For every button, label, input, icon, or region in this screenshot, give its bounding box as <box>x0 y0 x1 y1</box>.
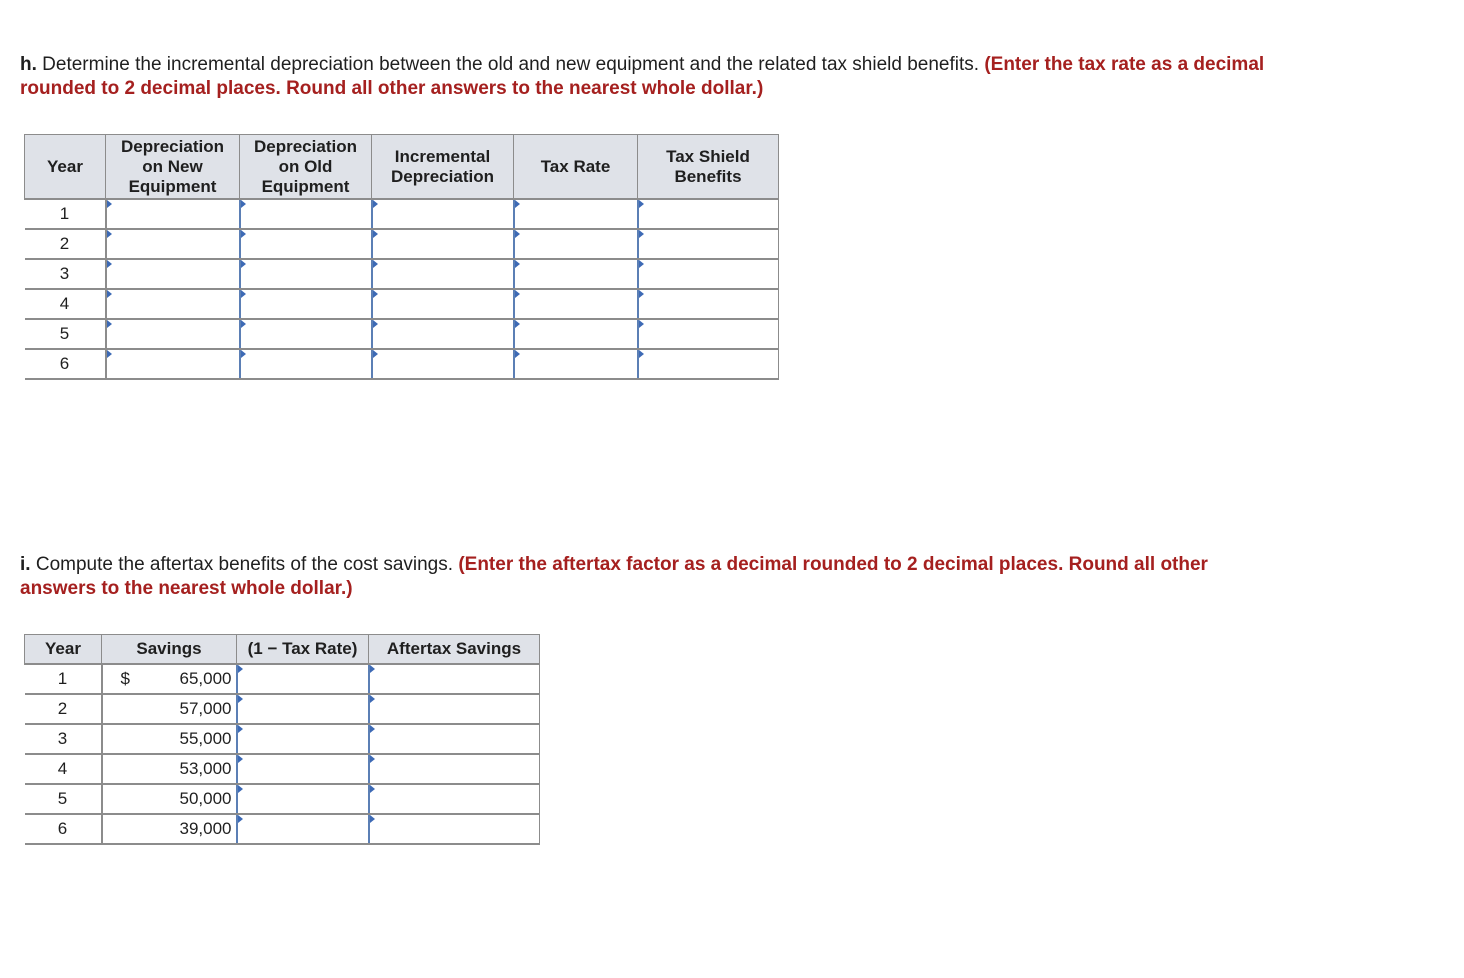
header-one-minus-tax-rate: (1 − Tax Rate) <box>237 635 369 665</box>
part-h-letter: h. <box>20 54 37 75</box>
depreciation-old-input[interactable] <box>241 319 375 349</box>
year-cell: 4 <box>25 754 102 784</box>
depreciation-table <box>24 134 779 380</box>
tax-shield-benefits-cell <box>638 349 779 379</box>
incremental-depreciation-cell <box>372 349 514 379</box>
depreciation-new-cell <box>106 199 240 229</box>
table-row <box>25 724 540 754</box>
tax-shield-benefits-cell <box>638 229 779 259</box>
header-year: Year <box>25 635 102 665</box>
savings-value: 50,000 <box>179 789 232 808</box>
depreciation-new-input[interactable] <box>107 289 243 319</box>
incremental-depreciation-cell <box>372 289 514 319</box>
table-row <box>25 754 540 784</box>
tax-shield-benefits-cell <box>638 289 779 319</box>
savings-cell <box>102 694 237 724</box>
savings-cell <box>102 814 237 844</box>
part-h-note: (Enter the tax rate as a decimal rounded to 2 decimal places. Round all other answers to the nearest whole dollar.) <box>20 54 1265 99</box>
tax-rate-cell <box>514 259 638 289</box>
aftertax-savings-table <box>24 634 540 845</box>
savings-cell <box>102 754 237 784</box>
year-cell: 1 <box>25 664 102 694</box>
currency-symbol: $ <box>120 669 130 688</box>
incremental-depreciation-input[interactable] <box>373 199 517 229</box>
part-i-prompt: Compute the aftertax benefits of the cost savings. <box>35 554 454 575</box>
part-i-instructions <box>20 553 1280 601</box>
incremental-depreciation-cell <box>372 199 514 229</box>
tax-shield-benefits-input[interactable] <box>639 349 783 379</box>
incremental-depreciation-input[interactable] <box>373 349 517 379</box>
depreciation-new-cell <box>106 319 240 349</box>
one-minus-tax-rate-input[interactable] <box>238 814 372 844</box>
table-row <box>25 199 779 229</box>
year-cell: 6 <box>25 349 106 379</box>
header-savings: Savings <box>102 635 237 665</box>
tax-rate-input[interactable] <box>515 229 641 259</box>
depreciation-new-input[interactable] <box>107 259 243 289</box>
depreciation-old-input[interactable] <box>241 289 375 319</box>
year-cell: 2 <box>25 229 106 259</box>
depreciation-old-cell <box>240 289 372 319</box>
savings-cell <box>102 664 237 694</box>
incremental-depreciation-cell <box>372 229 514 259</box>
one-minus-tax-rate-cell <box>237 694 369 724</box>
aftertax-savings-cell <box>369 784 540 814</box>
tax-shield-benefits-input[interactable] <box>639 229 783 259</box>
tax-shield-benefits-cell <box>638 199 779 229</box>
one-minus-tax-rate-input[interactable] <box>238 664 372 694</box>
depreciation-old-input[interactable] <box>241 229 375 259</box>
aftertax-savings-cell <box>369 694 540 724</box>
depreciation-new-input[interactable] <box>107 349 243 379</box>
one-minus-tax-rate-cell <box>237 664 369 694</box>
part-i-letter: i. <box>20 554 31 575</box>
savings-value: 65,000 <box>179 669 232 688</box>
depreciation-new-cell <box>106 229 240 259</box>
table-row <box>25 259 779 289</box>
incremental-depreciation-cell <box>372 259 514 289</box>
savings-value: 55,000 <box>179 729 232 748</box>
incremental-depreciation-input[interactable] <box>373 229 517 259</box>
header-tax-shield-benefits: Tax Shield Benefits <box>638 135 779 200</box>
tax-shield-benefits-input[interactable] <box>639 259 783 289</box>
incremental-depreciation-input[interactable] <box>373 259 517 289</box>
year-cell: 5 <box>25 784 102 814</box>
savings-value: 39,000 <box>179 819 232 838</box>
aftertax-savings-cell <box>369 724 540 754</box>
header-incremental-depreciation: Incremental Depreciation <box>372 135 514 200</box>
table-row <box>25 319 779 349</box>
aftertax-savings-input[interactable] <box>370 754 544 784</box>
one-minus-tax-rate-input[interactable] <box>238 694 372 724</box>
tax-rate-cell <box>514 199 638 229</box>
depreciation-old-cell <box>240 229 372 259</box>
tax-rate-input[interactable] <box>515 319 641 349</box>
depreciation-old-cell <box>240 199 372 229</box>
aftertax-savings-input[interactable] <box>370 784 544 814</box>
tax-rate-cell <box>514 349 638 379</box>
depreciation-table-body <box>25 199 779 379</box>
one-minus-tax-rate-cell <box>237 814 369 844</box>
header-tax-rate: Tax Rate <box>514 135 638 200</box>
table-row <box>25 784 540 814</box>
table-header-row <box>25 135 779 200</box>
aftertax-savings-cell <box>369 814 540 844</box>
aftertax-savings-input[interactable] <box>370 814 544 844</box>
tax-rate-cell <box>514 319 638 349</box>
table-row <box>25 814 540 844</box>
table-row <box>25 289 779 319</box>
table-header-row <box>25 635 540 665</box>
savings-cell <box>102 724 237 754</box>
aftertax-savings-cell <box>369 664 540 694</box>
aftertax-savings-input[interactable] <box>370 724 544 754</box>
depreciation-new-cell <box>106 259 240 289</box>
part-i-note: (Enter the aftertax factor as a decimal rounded to 2 decimal places. Round all other answers to the nearest whole dollar.) <box>20 554 1208 599</box>
tax-rate-input[interactable] <box>515 349 641 379</box>
table-row <box>25 349 779 379</box>
tax-rate-input[interactable] <box>515 199 641 229</box>
depreciation-old-cell <box>240 259 372 289</box>
table-row <box>25 694 540 724</box>
year-cell: 1 <box>25 199 106 229</box>
savings-value: 57,000 <box>179 699 232 718</box>
savings-cell <box>102 784 237 814</box>
one-minus-tax-rate-cell <box>237 724 369 754</box>
tax-shield-benefits-cell <box>638 319 779 349</box>
year-cell: 5 <box>25 319 106 349</box>
tax-shield-benefits-input[interactable] <box>639 289 783 319</box>
tax-rate-input[interactable] <box>515 289 641 319</box>
aftertax-savings-cell <box>369 754 540 784</box>
depreciation-old-input[interactable] <box>241 349 375 379</box>
depreciation-new-input[interactable] <box>107 319 243 349</box>
year-cell: 4 <box>25 289 106 319</box>
aftertax-savings-input[interactable] <box>370 664 544 694</box>
tax-rate-cell <box>514 229 638 259</box>
table-row <box>25 664 540 694</box>
part-h-instructions <box>20 53 1280 101</box>
one-minus-tax-rate-cell <box>237 754 369 784</box>
depreciation-old-cell <box>240 319 372 349</box>
part-h-prompt: Determine the incremental depreciation between the old and new equipment and the related tax shield benefits. <box>42 54 980 75</box>
year-cell: 6 <box>25 814 102 844</box>
year-cell: 3 <box>25 724 102 754</box>
depreciation-old-cell <box>240 349 372 379</box>
one-minus-tax-rate-input[interactable] <box>238 754 372 784</box>
savings-value: 53,000 <box>179 759 232 778</box>
incremental-depreciation-input[interactable] <box>373 289 517 319</box>
depreciation-new-cell <box>106 289 240 319</box>
tax-shield-benefits-input[interactable] <box>639 199 783 229</box>
incremental-depreciation-cell <box>372 319 514 349</box>
header-aftertax-savings: Aftertax Savings <box>369 635 540 665</box>
year-cell: 2 <box>25 694 102 724</box>
one-minus-tax-rate-cell <box>237 784 369 814</box>
tax-rate-cell <box>514 289 638 319</box>
incremental-depreciation-input[interactable] <box>373 319 517 349</box>
depreciation-new-input[interactable] <box>107 199 243 229</box>
one-minus-tax-rate-input[interactable] <box>238 784 372 814</box>
tax-shield-benefits-input[interactable] <box>639 319 783 349</box>
depreciation-old-input[interactable] <box>241 259 375 289</box>
header-depreciation-old: Depreciation on Old Equipment <box>240 135 372 200</box>
table-row <box>25 229 779 259</box>
year-cell: 3 <box>25 259 106 289</box>
tax-rate-input[interactable] <box>515 259 641 289</box>
header-depreciation-new: Depreciation on New Equipment <box>106 135 240 200</box>
one-minus-tax-rate-input[interactable] <box>238 724 372 754</box>
tax-shield-benefits-cell <box>638 259 779 289</box>
aftertax-savings-table-body <box>25 664 540 844</box>
aftertax-savings-input[interactable] <box>370 694 544 724</box>
depreciation-new-input[interactable] <box>107 229 243 259</box>
header-year: Year <box>25 135 106 200</box>
depreciation-old-input[interactable] <box>241 199 375 229</box>
depreciation-new-cell <box>106 349 240 379</box>
